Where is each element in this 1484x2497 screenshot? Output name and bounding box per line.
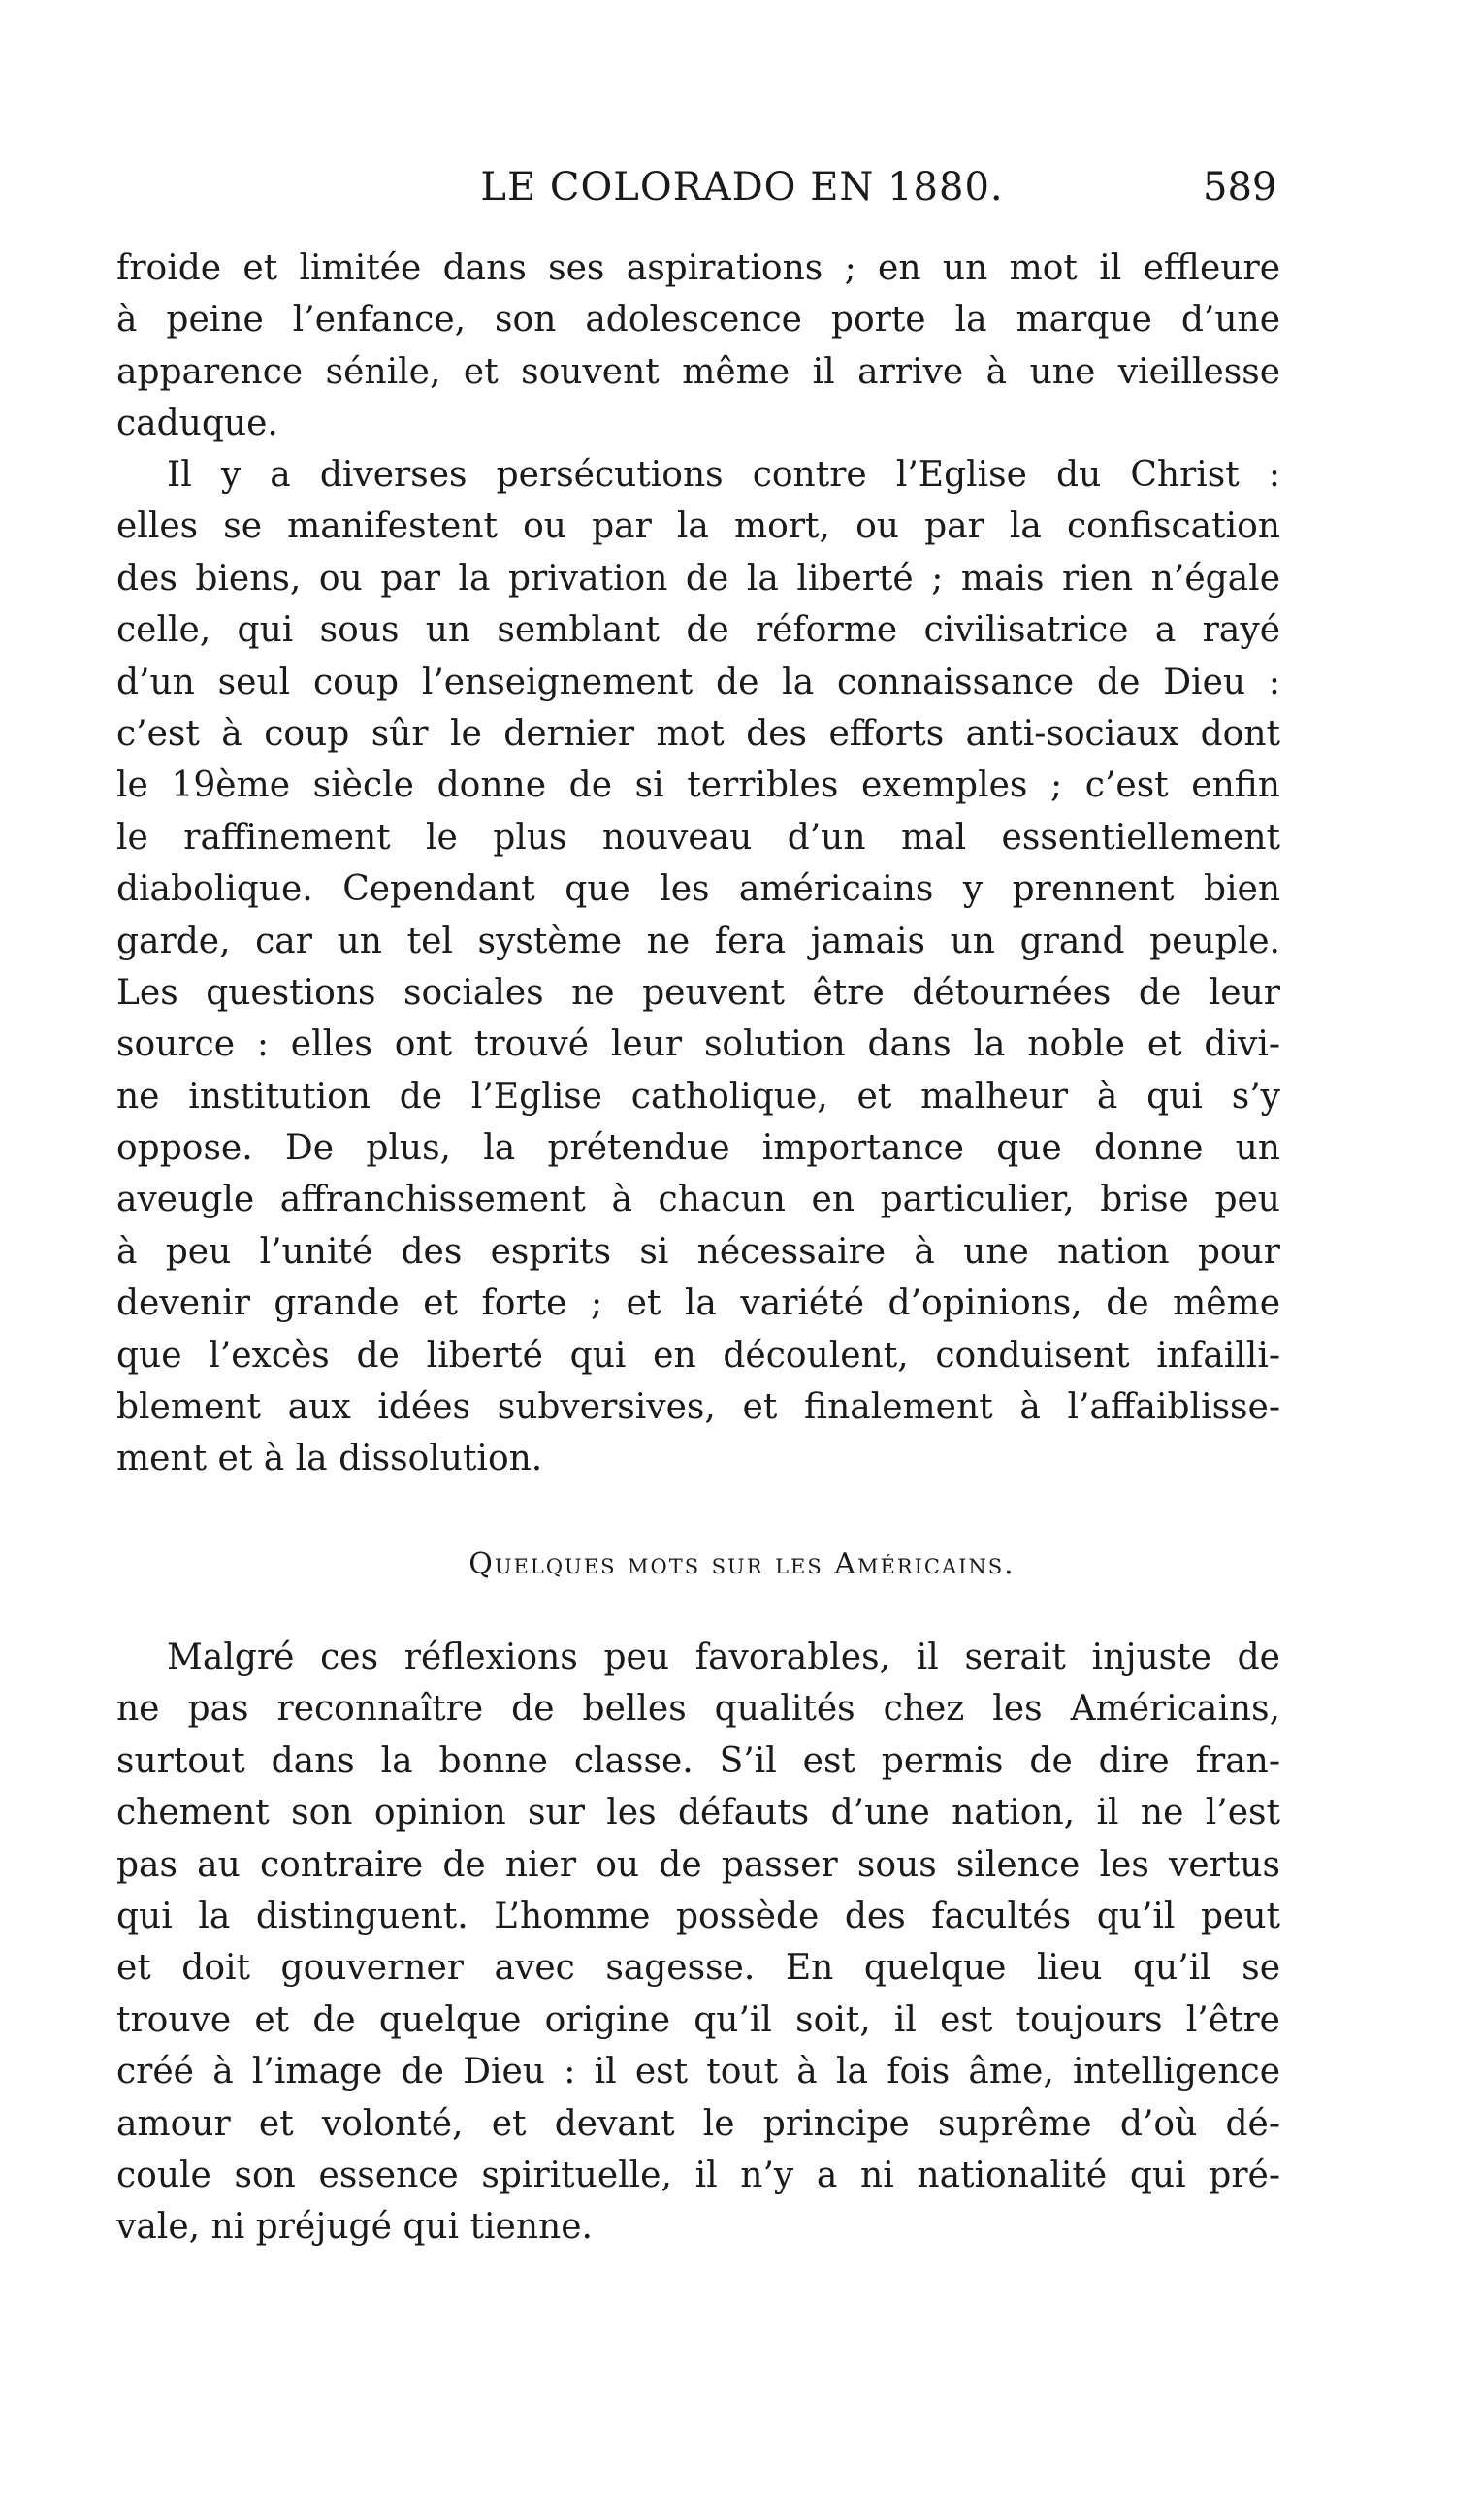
text-line: coule son essence spirituelle, il n’y a ni nationalité qui pré- <box>116 2155 1280 2195</box>
text-line: des biens, ou par la privation de la liberté ; mais rien n’égale <box>116 558 1280 599</box>
text-line: le raffinement le plus nouveau d’un mal essentiellement <box>116 817 1280 858</box>
running-title: LE COLORADO EN 1880. <box>480 165 1004 210</box>
text-line: caduque. <box>116 404 278 444</box>
text-line: aveugle affranchissement à chacun en particulier, brise peu <box>116 1180 1280 1220</box>
text-line: apparence sénile, et souvent même il arrive à une vieillesse <box>116 351 1280 392</box>
text-line: ne institution de l’Eglise catholique, et malheur à qui s’y <box>116 1076 1280 1117</box>
paragraph-1 <box>116 243 1280 450</box>
text-line: garde, car un tel système ne fera jamais un grand peuple. <box>116 921 1280 961</box>
text-line: et doit gouverner avec sagesse. En quelque lieu qu’il se <box>116 1948 1280 1989</box>
text-line: c’est à coup sûr le dernier mot des efforts anti-sociaux dont <box>116 713 1280 754</box>
paragraph-3 <box>116 1632 1280 2254</box>
paragraph-2 <box>116 449 1280 1485</box>
text-line: vale, ni préjugé qui tienne. <box>116 2207 593 2248</box>
text-line: oppose. De plus, la prétendue importance que donne un <box>116 1128 1280 1169</box>
text-line: froide et limitée dans ses aspirations ; en un mot il effleure <box>116 248 1280 288</box>
text-line: Les questions sociales ne peuvent être détournées de leur <box>116 972 1280 1013</box>
text-line: qui la distinguent. L’homme possède des facultés qu’il peut <box>116 1896 1280 1936</box>
text-line: source : elles ont trouvé leur solution dans la noble et divi- <box>116 1024 1280 1065</box>
running-head <box>0 165 1484 223</box>
text-line: devenir grande et forte ; et la variété d’opinions, de même <box>116 1283 1280 1324</box>
text-line: le 19ème siècle donne de si terribles exemples ; c’est enfin <box>116 765 1280 806</box>
page-number: 589 <box>1203 165 1277 210</box>
text-line: chement son opinion sur les défauts d’une nation, il ne l’est <box>116 1793 1280 1833</box>
text-line: Malgré ces réflexions peu favorables, il serait injuste de <box>167 1638 1280 1677</box>
text-line: créé à l’image de Dieu : il est tout à la fois âme, intelligence <box>116 2052 1280 2092</box>
text-line: ment et à la dissolution. <box>116 1439 543 1479</box>
text-line: diabolique. Cependant que les américains y prennent bien <box>116 869 1280 910</box>
text-line: blement aux idées subversives, et finalement à l’affaiblisse- <box>116 1387 1280 1428</box>
text-line: elles se manifestent ou par la mort, ou par la confiscation <box>116 506 1280 547</box>
text-line: à peu l’unité des esprits si nécessaire à une nation pour <box>116 1231 1280 1272</box>
text-line: à peine l’enfance, son adolescence porte la marque d’une <box>116 300 1280 340</box>
text-line: trouve et de quelque origine qu’il soit, il est toujours l’être <box>116 1999 1280 2040</box>
text-line: surtout dans la bonne classe. S’il est permis de dire fran- <box>116 1740 1280 1781</box>
text-line: pas au contraire de nier ou de passer sous silence les vertus <box>116 1844 1280 1885</box>
text-line: que l’excès de liberté qui en découlent, conduisent infailli- <box>116 1335 1280 1376</box>
section-heading: Quelques mots sur les Américains. <box>468 1547 1016 1581</box>
text-line: amour et volonté, et devant le principe suprême d’où dé- <box>116 2103 1280 2144</box>
text-line: celle, qui sous un semblant de réforme civilisatrice a rayé <box>116 610 1280 651</box>
text-line: Il y a diverses persécutions contre l’Eglise du Christ : <box>167 455 1280 495</box>
text-line: d’un seul coup l’enseignement de la connaissance de Dieu : <box>116 662 1280 702</box>
text-line: ne pas reconnaître de belles qualités chez les Américains, <box>116 1689 1280 1730</box>
